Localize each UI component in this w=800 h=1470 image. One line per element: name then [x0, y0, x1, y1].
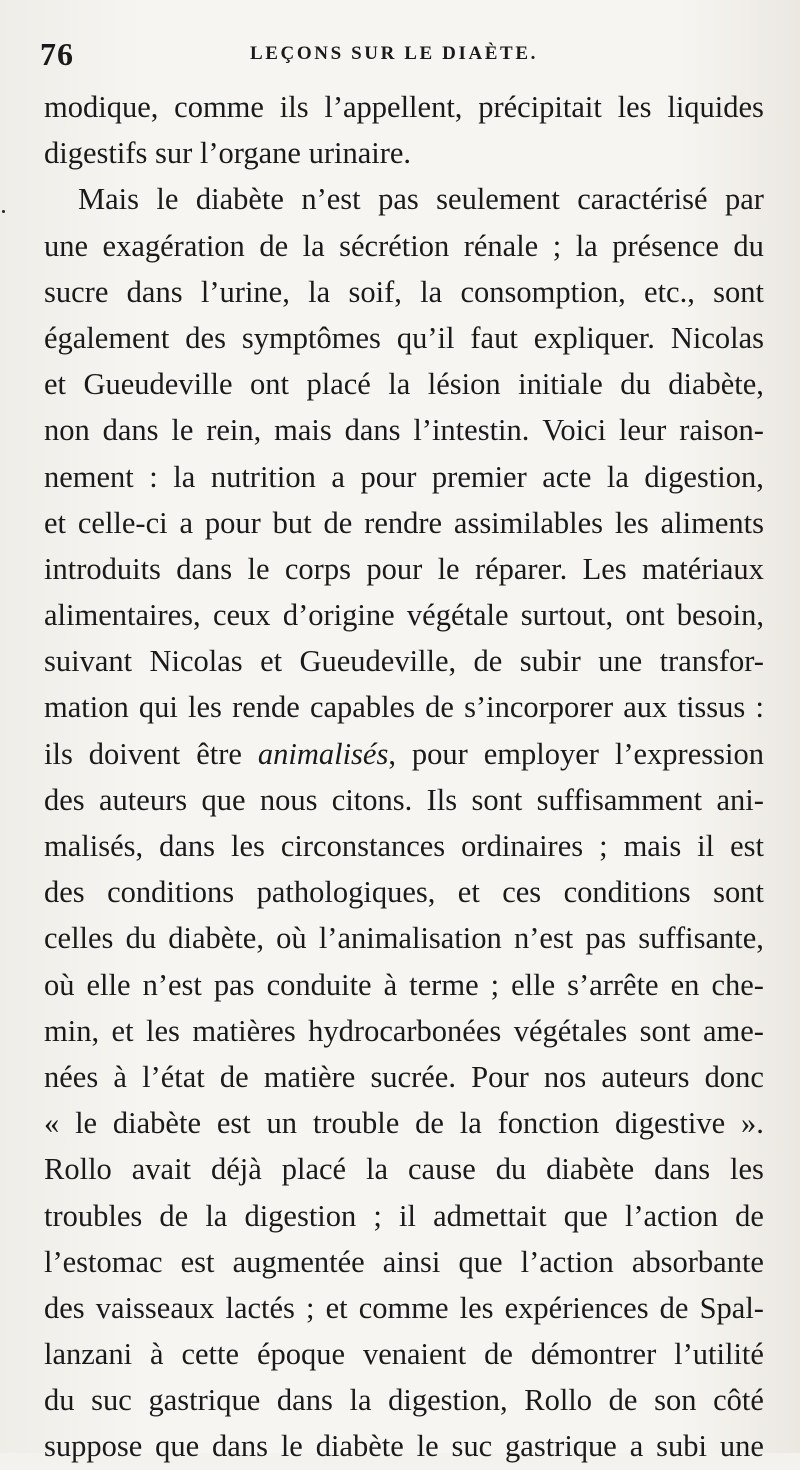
word: celle-ci — [77, 505, 168, 540]
text-line — [44, 1285, 764, 1331]
word: est — [730, 829, 764, 863]
word: Rollo — [44, 1152, 112, 1187]
word: l’état — [142, 1059, 205, 1094]
word: du — [125, 921, 157, 956]
word: dans — [176, 551, 233, 586]
word: du — [495, 1152, 527, 1187]
word: symptômes — [241, 320, 381, 355]
word: dans — [212, 1429, 268, 1464]
word: suc — [451, 1429, 493, 1464]
word: rénale — [463, 228, 539, 263]
word: par — [725, 182, 764, 217]
word: ». — [741, 1106, 764, 1141]
word: lactés — [225, 1290, 295, 1325]
word: et — [457, 875, 480, 910]
text-line — [44, 84, 764, 130]
word: les — [617, 90, 652, 124]
word: du — [44, 1383, 75, 1418]
word: qui — [138, 690, 178, 725]
word: fonction — [497, 1106, 600, 1141]
word: ; — [599, 829, 608, 863]
word: consomption, — [460, 274, 626, 309]
word: digestion, — [388, 1383, 508, 1418]
word: il — [697, 829, 715, 863]
word: elle — [511, 967, 556, 1002]
word: surtout, — [520, 598, 614, 633]
word: du — [733, 228, 764, 263]
word: a — [331, 459, 345, 494]
word: ceux — [212, 598, 271, 633]
word: troubles — [44, 1198, 143, 1233]
word: des — [44, 1290, 85, 1325]
word: sont — [471, 782, 523, 817]
word: exagération — [102, 228, 245, 263]
body-text — [44, 84, 764, 1470]
word: la — [205, 1198, 228, 1233]
word: une — [719, 1429, 764, 1464]
word: côté — [713, 1383, 764, 1418]
text-line — [44, 684, 764, 730]
word: être — [196, 736, 242, 771]
word: Ils — [426, 782, 458, 817]
word: digestive — [615, 1106, 726, 1141]
word: n’est — [301, 182, 361, 217]
word: pour — [204, 505, 261, 540]
word: ; — [552, 228, 562, 263]
word: la — [459, 1106, 482, 1141]
word: non — [44, 413, 90, 448]
word: suffisamment — [536, 782, 703, 817]
word: Les — [582, 551, 627, 586]
word: que — [563, 1198, 608, 1233]
word: de — [323, 505, 353, 540]
word: est — [216, 1106, 251, 1141]
word: conditions — [107, 875, 235, 910]
word: matière — [263, 1059, 356, 1094]
word: des — [185, 320, 226, 355]
text-line — [44, 638, 764, 684]
word: alimentaires, — [44, 598, 201, 633]
word: tissus — [677, 690, 746, 725]
word: avait — [131, 1152, 192, 1187]
word: que — [155, 1429, 200, 1464]
word: Rollo — [524, 1383, 593, 1418]
word: le — [247, 551, 270, 586]
word: « — [44, 1106, 60, 1141]
word: il — [399, 1198, 416, 1233]
word: à — [113, 1059, 127, 1094]
word: que — [201, 782, 246, 817]
text-line — [44, 315, 764, 361]
word: une — [44, 228, 89, 263]
word: pas — [378, 182, 419, 217]
word: la — [388, 367, 411, 402]
word: le — [437, 551, 460, 586]
word: un — [266, 1106, 298, 1141]
word: ils — [44, 736, 73, 771]
word: nées — [44, 1059, 99, 1094]
word: diabète, — [668, 367, 764, 402]
word: cette — [181, 1337, 240, 1372]
word: l’estomac — [44, 1244, 163, 1279]
word: est — [180, 1244, 215, 1279]
word: de — [484, 1337, 513, 1372]
word: hydrocarbonées — [308, 1013, 502, 1048]
text-line — [44, 361, 764, 407]
word: et — [325, 1290, 348, 1325]
text-line — [44, 1423, 764, 1469]
word: capables — [309, 690, 415, 725]
word: ; — [306, 1290, 315, 1325]
word: a — [179, 505, 194, 540]
word: Spal- — [699, 1290, 764, 1325]
word: placé — [306, 367, 371, 402]
word: Nicolas — [670, 320, 764, 355]
word: seulement — [436, 182, 560, 217]
word: assimilables — [453, 505, 603, 540]
word: animalisés, — [257, 736, 396, 771]
text-line — [44, 592, 764, 638]
word: la — [302, 228, 325, 263]
word: premier — [431, 459, 527, 494]
word: diabète — [195, 182, 284, 217]
word: la — [575, 228, 598, 263]
word: les — [459, 1290, 494, 1325]
word: aux — [623, 690, 668, 725]
word: que — [458, 1244, 503, 1279]
word: a — [629, 1429, 644, 1464]
word: l’urine, — [200, 274, 290, 309]
word: leur — [618, 413, 667, 448]
page-header — [40, 34, 760, 74]
word: de — [415, 1106, 444, 1141]
word: en — [670, 967, 700, 1002]
word: ainsi — [382, 1244, 441, 1279]
word: pour — [411, 736, 468, 771]
word: réparer. — [474, 551, 568, 586]
word: du — [620, 367, 651, 402]
word: le — [156, 182, 179, 217]
word: auteurs — [99, 782, 188, 817]
running-head: LEÇONS SUR LE DIAÈTE. — [250, 43, 538, 64]
word: terme — [409, 967, 479, 1002]
word: végétale — [406, 598, 509, 633]
word: : — [149, 459, 158, 494]
word: soif, — [348, 274, 402, 309]
word: la — [349, 1383, 372, 1418]
word: l’appellent, — [324, 90, 463, 124]
word: l’expression — [614, 736, 764, 771]
word: ces — [502, 875, 542, 910]
word: digestion — [244, 1198, 357, 1233]
word: nutrition — [210, 459, 316, 494]
word: nous — [259, 782, 318, 817]
word: une — [598, 644, 643, 679]
word: dans — [276, 1383, 333, 1418]
word: et — [111, 1013, 134, 1048]
word: de — [735, 1198, 764, 1233]
word: digestion, — [644, 459, 764, 494]
word: citons. — [331, 782, 413, 817]
text-line — [44, 1100, 764, 1146]
italic-word: animalisés — [257, 736, 389, 771]
word: dans — [159, 829, 216, 863]
word: le — [280, 1429, 303, 1464]
word: gastrique — [148, 1383, 261, 1418]
text-line — [44, 1054, 764, 1100]
word: l’action — [624, 1198, 719, 1233]
word: corps — [284, 551, 351, 586]
word: introduits — [44, 551, 161, 586]
word: n’est — [513, 921, 574, 956]
word: conditions — [563, 875, 691, 910]
word: mais — [274, 413, 332, 448]
word: doivent — [88, 736, 181, 771]
text-line — [44, 1377, 764, 1423]
text-line — [44, 176, 764, 222]
word: végétales — [513, 1013, 628, 1048]
text-line — [44, 223, 764, 269]
word: l’intestin. — [413, 413, 530, 448]
word: ; — [373, 1198, 382, 1233]
word: expériences — [504, 1290, 649, 1325]
word: expliquer. — [533, 320, 655, 355]
word: l’action — [520, 1244, 614, 1279]
word: faut — [470, 320, 518, 355]
word: absorbante — [631, 1244, 764, 1279]
word: Voici — [542, 413, 607, 448]
word: lanzani — [44, 1337, 133, 1372]
word: Gueudeville — [83, 367, 233, 402]
word: Mais — [78, 182, 139, 217]
word: de — [473, 644, 503, 679]
word: pas — [585, 921, 627, 956]
word: s’arrête — [567, 967, 659, 1002]
word: pour — [366, 551, 423, 586]
word: comme — [358, 1290, 449, 1325]
word: but — [272, 505, 312, 540]
word: de — [159, 1198, 189, 1233]
word: ils — [279, 90, 309, 124]
word: suivant — [44, 644, 133, 679]
text-line — [44, 1146, 764, 1192]
text-line — [44, 869, 764, 915]
word: trouble — [312, 1106, 400, 1141]
word: sucrée. — [370, 1059, 456, 1094]
text-line — [44, 1331, 764, 1377]
word: augmentée — [232, 1244, 365, 1279]
word: et — [44, 505, 67, 540]
word: pas — [213, 967, 255, 1002]
word: la — [420, 274, 443, 309]
word: diabète — [112, 1106, 201, 1141]
word: où — [276, 921, 307, 956]
margin-mark — [2, 210, 5, 213]
word: dans — [102, 413, 159, 448]
word: l’animalisation — [318, 921, 502, 956]
word: aliments — [660, 505, 764, 540]
word: diabète — [315, 1429, 404, 1464]
word: dans — [126, 274, 183, 309]
word: à — [383, 967, 398, 1002]
word: sont — [713, 274, 764, 309]
word: le — [416, 1429, 439, 1464]
word: la — [173, 459, 196, 494]
word: sucre — [44, 274, 109, 309]
word: les — [146, 1013, 180, 1048]
word: les — [730, 1152, 764, 1187]
word: auteurs — [601, 1059, 690, 1094]
word: de — [425, 690, 454, 725]
word: employer — [483, 736, 599, 771]
word: min, — [44, 1013, 100, 1048]
word: déjà — [210, 1152, 262, 1187]
word: présence — [612, 228, 719, 263]
text-line — [44, 1239, 764, 1285]
word: nement — [44, 459, 134, 494]
word: ame- — [702, 1013, 764, 1048]
word: suppose — [44, 1429, 143, 1464]
word: rein, — [206, 413, 262, 448]
word: dans — [654, 1152, 711, 1187]
word: elle — [86, 967, 131, 1002]
word: sont — [713, 875, 764, 910]
word: et — [260, 644, 283, 679]
word: lésion — [427, 367, 501, 402]
text-line — [44, 962, 764, 1008]
word: Gueudeville, — [299, 644, 457, 679]
word: de — [608, 1383, 638, 1418]
word: caractérisé — [577, 182, 708, 217]
word: de — [219, 1059, 249, 1094]
word: circonstances — [280, 829, 446, 863]
word: modique, — [44, 90, 159, 124]
word: les — [188, 690, 222, 725]
word: dans — [344, 413, 401, 448]
word: besoin, — [676, 598, 764, 633]
word: mation — [44, 690, 129, 725]
word: la — [366, 1152, 389, 1187]
word: de — [659, 1290, 689, 1325]
word: Pour — [471, 1059, 529, 1094]
word: les — [614, 505, 649, 540]
text-line — [44, 454, 764, 500]
word: qu’il — [396, 320, 455, 355]
word: rendre — [364, 505, 443, 540]
word: sécrétion — [339, 228, 450, 263]
word: comme — [174, 90, 264, 124]
word: à — [149, 1337, 164, 1372]
word: et — [44, 367, 67, 402]
word: celles — [44, 921, 114, 956]
word: sont — [639, 1013, 691, 1048]
word: démontrer — [530, 1337, 657, 1372]
word: ordinaires — [461, 829, 584, 863]
word: ani- — [716, 782, 764, 817]
word: matériaux — [641, 551, 764, 586]
word: le — [171, 413, 194, 448]
word: s’incorporer — [464, 690, 614, 725]
word: ont — [250, 367, 289, 402]
word: des — [44, 782, 85, 817]
word: pathologiques, — [256, 875, 436, 910]
text-line — [44, 1008, 764, 1054]
word: pour — [360, 459, 417, 494]
word: mais — [623, 829, 682, 863]
word: venaient — [362, 1337, 467, 1372]
word: cause — [408, 1152, 476, 1187]
word: précipitait — [478, 90, 602, 124]
word: de — [259, 228, 289, 263]
word: conduite — [266, 967, 372, 1002]
word: nos — [543, 1059, 587, 1094]
word: la — [606, 459, 629, 494]
word: ont — [625, 598, 665, 633]
word: gastrique — [505, 1429, 617, 1464]
word: où — [44, 967, 75, 1002]
word: transfor- — [659, 644, 764, 679]
text-line — [44, 500, 764, 546]
word: raison- — [679, 413, 764, 448]
word: Nicolas — [149, 644, 243, 679]
word: ; — [490, 967, 500, 1002]
word: matières — [192, 1013, 296, 1048]
word: vaisseaux — [95, 1290, 215, 1325]
text-line — [44, 731, 764, 777]
word: che- — [711, 967, 764, 1002]
text-line — [44, 1193, 764, 1239]
word: les — [231, 829, 265, 863]
word: suc — [91, 1383, 132, 1418]
word: époque — [256, 1337, 346, 1372]
word: d’origine — [282, 598, 395, 633]
word: admettait — [433, 1198, 547, 1233]
word: la — [308, 274, 331, 309]
word: également — [44, 320, 170, 355]
text-line — [44, 546, 764, 592]
word: des — [44, 875, 85, 910]
text-line — [44, 269, 764, 315]
word: suffisante, — [638, 921, 764, 956]
text-line: digestifs sur l’organe urinaire. — [44, 136, 412, 171]
text-line — [44, 915, 764, 961]
text-line — [44, 823, 764, 869]
word: diabète — [546, 1152, 635, 1187]
text-line — [44, 407, 764, 453]
word: acte — [542, 459, 592, 494]
word: subir — [519, 644, 581, 679]
word: malisés, — [44, 829, 144, 863]
text-line — [44, 777, 764, 823]
word: initiale — [518, 367, 603, 402]
word: etc., — [644, 274, 695, 309]
page-number: 76 — [40, 35, 74, 72]
word: liquides — [667, 90, 764, 124]
word: donc — [704, 1059, 764, 1094]
word: diabète, — [168, 921, 264, 956]
word: son — [654, 1383, 697, 1418]
word: rende — [232, 690, 300, 725]
word: le — [75, 1106, 98, 1141]
word: n’est — [142, 967, 202, 1002]
word: placé — [281, 1152, 347, 1187]
word: l’utilité — [674, 1337, 764, 1372]
word: : — [755, 690, 764, 725]
word: subi — [656, 1429, 707, 1464]
